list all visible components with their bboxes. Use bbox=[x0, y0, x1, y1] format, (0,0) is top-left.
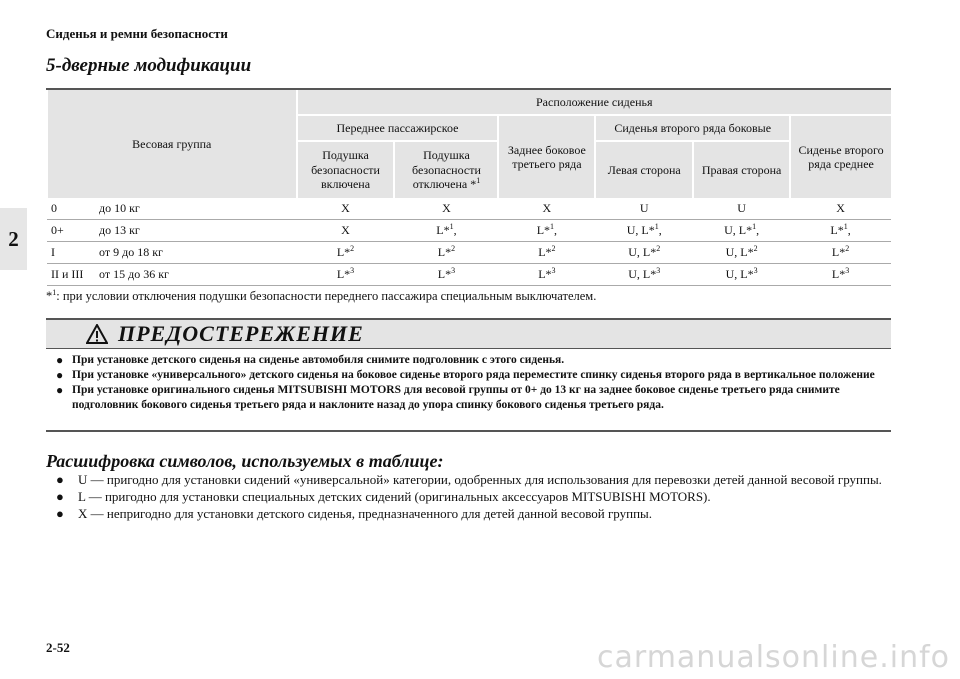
seat-position-header: Расположение сиденья bbox=[297, 89, 891, 115]
section-title: 5-дверные модификации bbox=[46, 55, 252, 76]
table-row bbox=[47, 220, 891, 242]
seat-suitability-cell: L*$^1$, bbox=[498, 220, 595, 242]
airbag-off-header: Подушка безопасности отключена *$^1$ bbox=[394, 141, 498, 198]
seat-suitability-cell: L*$^3$ bbox=[790, 264, 891, 286]
seat-suitability-cell: U bbox=[693, 198, 790, 220]
warning-item: ● При установке детского сиденья на сиденье автомобиля снимите подголовник с этого сиденья. bbox=[56, 353, 881, 368]
right-side-header: Правая сторона bbox=[693, 141, 790, 198]
table-row bbox=[47, 242, 891, 264]
seat-suitability-cell: L*$^2$ bbox=[790, 242, 891, 264]
front-passenger-header: Переднее пассажирское bbox=[297, 115, 499, 141]
child-seat-table bbox=[46, 88, 891, 286]
warning-triangle-icon bbox=[86, 324, 108, 344]
seat-suitability-cell: L*$^2$ bbox=[394, 242, 498, 264]
warning-title: ПРЕДОСТЕРЕЖЕНИЕ bbox=[118, 321, 364, 346]
seat-suitability-cell: U, L*$^2$ bbox=[595, 242, 693, 264]
seat-suitability-cell: X bbox=[297, 198, 395, 220]
warning-list bbox=[46, 353, 891, 413]
weight-group-header: Весовая группа bbox=[47, 89, 297, 198]
weight-group-cell: 0 до 10 кг bbox=[47, 198, 297, 220]
seat-suitability-cell: X bbox=[498, 198, 595, 220]
chapter-tab: 2 bbox=[0, 208, 27, 270]
seat-suitability-cell: L*$^2$ bbox=[498, 242, 595, 264]
warning-box bbox=[46, 318, 891, 432]
weight-group-cell: II и III от 15 до 36 кг bbox=[47, 264, 297, 286]
seat-suitability-cell: L*$^3$ bbox=[498, 264, 595, 286]
airbag-on-header: Подушка безопасности включена bbox=[297, 141, 395, 198]
seat-suitability-cell: L*$^3$ bbox=[297, 264, 395, 286]
watermark: carmanualsonline.info bbox=[597, 640, 950, 675]
header-title: Сиденья и ремни безопасности bbox=[46, 26, 228, 41]
second-row-center-header: Сиденье второго ряда среднее bbox=[790, 115, 891, 198]
seat-suitability-cell: L*$^2$ bbox=[297, 242, 395, 264]
seat-suitability-cell: X bbox=[394, 198, 498, 220]
warning-item: ● При установке «универсального» детского сиденья на боковое сиденье второго ряда переместите спинку сиденья второго ряда в вертикальное положение bbox=[56, 368, 881, 383]
left-side-header: Левая сторона bbox=[595, 141, 693, 198]
second-row-side-header: Сиденья второго ряда боковые bbox=[595, 115, 790, 141]
seat-suitability-cell: L*$^1$, bbox=[394, 220, 498, 242]
page-number: 2-52 bbox=[46, 640, 70, 655]
legend-item-u: ● U — пригодно для установки сидений «универсальной» категории, одобренных для использования для перевозки детей данной весовой группы. bbox=[46, 472, 896, 488]
weight-group-cell: I от 9 до 18 кг bbox=[47, 242, 297, 264]
legend-title: Расшифровка символов, используемых в таблице: bbox=[46, 451, 444, 471]
legend-item-x: ● X — непригодно для установки детского сиденья, предназначенного для детей данной весовой группы. bbox=[46, 506, 896, 522]
legend-list bbox=[46, 472, 896, 523]
third-row-side-header: Заднее боковое третьего ряда bbox=[498, 115, 595, 198]
table-body bbox=[47, 198, 891, 286]
seat-suitability-cell: U, L*$^3$ bbox=[595, 264, 693, 286]
table-row bbox=[47, 198, 891, 220]
seat-suitability-cell: L*$^3$ bbox=[394, 264, 498, 286]
seat-suitability-cell: U, L*$^1$, bbox=[693, 220, 790, 242]
warning-item: ● При установке оригинального сиденья MITSUBISHI MOTORS для весовой группы от 0+ до 13 кг на заднее боковое сиденье третьего ряда снимите подголовник бокового сиденья третьего ряда и наклоните назад до упора спинку бокового сиденья третьего ряда. bbox=[56, 383, 881, 413]
seat-suitability-cell: U, L*$^1$, bbox=[595, 220, 693, 242]
weight-group-cell: 0+ до 13 кг bbox=[47, 220, 297, 242]
seat-suitability-cell: X bbox=[297, 220, 395, 242]
seat-suitability-cell: X bbox=[790, 198, 891, 220]
seat-suitability-cell: L*$^1$, bbox=[790, 220, 891, 242]
warning-header bbox=[46, 320, 891, 349]
footnote: *$^1$: при условии отключения подушки безопасности переднего пассажира специальным выключателем. bbox=[46, 287, 597, 303]
seat-suitability-cell: U bbox=[595, 198, 693, 220]
seat-suitability-cell: U, L*$^2$ bbox=[693, 242, 790, 264]
table-row bbox=[47, 264, 891, 286]
legend-item-l: ● L — пригодно для установки специальных детских сидений (оригинальных аксессуаров MITSUBISHI MOTORS). bbox=[46, 489, 896, 505]
seat-suitability-cell: U, L*$^3$ bbox=[693, 264, 790, 286]
